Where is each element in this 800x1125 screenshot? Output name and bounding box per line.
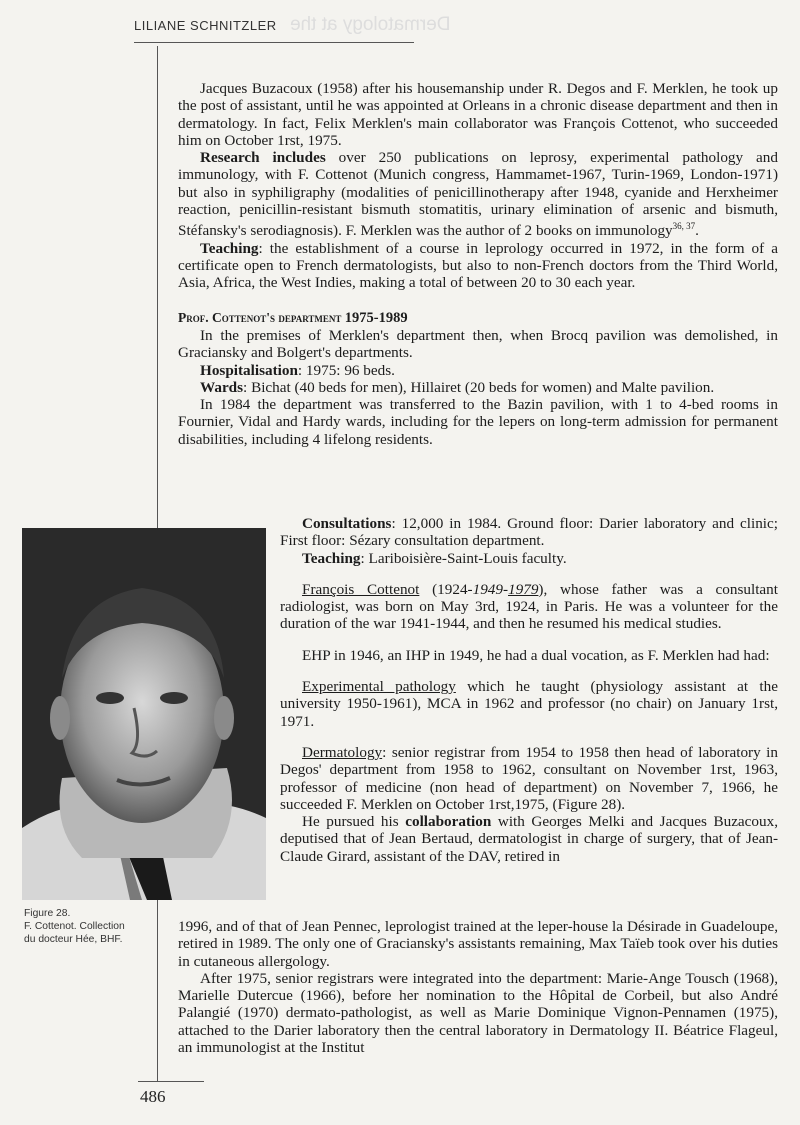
dermatology-label: Dermatology [302, 743, 383, 761]
paragraph-text: In the premises of Merklen's department then, when Brocq pavilion was demolished, in Graciansky and Bolgert's departments. [178, 326, 778, 362]
paragraph-buzacoux [178, 80, 778, 149]
paragraph-text: : Bichat (40 beds for men), Hillairet (20 beds for women) and Malte pavilion. [243, 378, 715, 396]
paragraph-faculty [280, 550, 778, 567]
section-years: 1975-1989 [344, 309, 408, 326]
paragraph-dermatology [280, 744, 778, 813]
paragraph-senior-registrars [178, 970, 778, 1056]
experimental-pathology-label: Experimental pathology [302, 678, 456, 696]
paragraph-text: He pursued his [302, 813, 406, 831]
paragraph-text: In 1984 the department was transferred to the Bazin pavilion, with 1 to 4-bed rooms in Fournier, Vidal and Hardy wards, including for the lepers on long-term admission for permanent disabilities, including 4 lifelong residents. [178, 396, 778, 448]
section-title: Prof. Cottenot's department [178, 309, 342, 325]
header-rule [134, 42, 414, 43]
research-label: Research includes [200, 149, 326, 167]
paragraph-text: . [695, 222, 699, 240]
bleed-through-header: Dermatology at the [290, 14, 451, 35]
date-text: (1924- [419, 580, 473, 598]
main-text-wrapped [280, 515, 778, 865]
paragraph-text: : Lariboisière-Saint-Louis faculty. [360, 549, 567, 567]
paragraph-wards [178, 379, 778, 396]
date-text: 1979 [508, 580, 539, 598]
paragraph-research [178, 149, 778, 240]
paragraph-text: After 1975, senior registrars were integrated into the department: Marie-Ange Tousch (1968), Marielle Dutercue (1966), before her nomination to the Hôpital de Corbeil, but also André Palangié (1970) dermato-pathologist, as well as Marie Dominique Vignon-Pennamen (1975), attached to the Darier laboratory then the central laboratory in Dermatology II. Béatrice Flageul, an immunologist at the Institut [178, 969, 778, 1057]
figure-number: Figure 28. [24, 908, 71, 919]
main-text-upper [178, 80, 778, 448]
collaboration-label: collaboration [405, 813, 492, 831]
hospitalisation-label: Hospitalisation [200, 361, 298, 379]
paragraph-teaching [178, 240, 778, 292]
paragraph-consultations [280, 515, 778, 550]
figure-caption [24, 907, 134, 946]
paragraph-text: with Georges Melki and Jacques Buzacoux, deputised that of Jean Bertaud, dermatologist in charge of surgery, that of Jean-Claude Girard, assistant of the DAV, retired in [280, 813, 778, 865]
person-name: François Cottenot [302, 580, 420, 598]
consultations-label: Consultations [302, 515, 392, 532]
teaching-label: Teaching [200, 239, 259, 257]
date-text: ) [538, 580, 544, 598]
portrait-photo [22, 528, 266, 900]
paragraph-text: EHP in 1946, an IHP in 1949, he had a dual vocation, as F. Merklen had had: [302, 646, 770, 664]
faculty-label: Teaching [302, 549, 361, 567]
section-heading [178, 309, 778, 327]
paragraph-experimental-pathology [280, 678, 778, 730]
paragraph-text: : 1975: 96 beds. [297, 361, 395, 379]
paragraph-collaboration [280, 813, 778, 865]
paragraph-text: : 12,000 in 1984. Ground floor: Darier laboratory and clinic; First floor: Sézary consultation department. [280, 515, 778, 550]
wards-label: Wards [200, 378, 244, 396]
paragraph-text: : senior registrar from 1954 to 1958 then head of laboratory in Degos' department from 1958 to 1962, consultant on November 1rst, 1963, professor of medicine (non head of department) on November 7, 1966, he succeeded F. Merklen on October 1rst,1975, (Figure 28). [280, 743, 778, 813]
paragraph-bazin [178, 396, 778, 448]
date-text: - [502, 580, 509, 598]
paragraph-text: 1996, and of that of Jean Pennec, leprologist trained at the leper-house la Désirade in Guadeloupe, retired in 1989. The only one of Graciansky's assistants remaining, Max Taïeb took over his duties in cutaneous allergology. [178, 918, 778, 970]
paragraph-vocation [280, 647, 778, 664]
portrait-illustration [22, 528, 266, 900]
page-number: 486 [140, 1087, 166, 1106]
figure-credit: F. Cottenot. Collection du docteur Hée, BHF. [24, 921, 125, 945]
paragraph-cottenot-bio [280, 581, 778, 633]
reference-superscript: 36, 37 [672, 221, 696, 232]
date-text: 1949 [472, 580, 503, 598]
paragraph-text: , whose father was a consultant radiologist, was born on May 3rd, 1924, in Paris. He was a volunteer for the duration of the war 1941-1944, and then he resumed his medical studies. [280, 580, 778, 633]
paragraph-text: over 250 publications on leprosy, experimental pathology and immunology, with F. Cottenot (Munich congress, Hammamet-1967, Turin-1969, London-1971) but also in syphiligraphy (modalities of penicillinotherapy after 1948, cyanide and Herxheimer reaction, penicillin-resistant bismuth stomatitis, urinary elimination of arsenic and bismuth, Stéfansky's serodiagnosis). F. Merklen was the author of 2 books on immunology [178, 149, 778, 240]
paragraph-hospitalisation [178, 362, 778, 379]
paragraph-text: which he taught (physiology assistant at the university 1950-1961), MCA in 1962 and professor (no chair) on January 1rst, 1971. [280, 678, 778, 730]
running-header-author: LILIANE SCHNITZLER [134, 18, 277, 33]
paragraph-text: Jacques Buzacoux (1958) after his housemanship under R. Degos and F. Merklen, he took up the post of assistant, until he was appointed at Orleans in a chronic disease department and then in dermatology. In fact, Felix Merklen's main collaborator was François Cottenot, who succeeded him on October 1rst, 1975. [178, 80, 778, 149]
footer-rule [138, 1081, 204, 1082]
paragraph-text: : the establishment of a course in leprology occurred in 1972, in the form of a certificate open to French dermatologists, but also to non-French doctors from the Third World, Asia, Africa, the West Indies, making a total of between 20 to 30 each year. [178, 239, 778, 292]
paragraph-premises [178, 327, 778, 362]
main-text-lower [178, 918, 778, 1056]
paragraph-collaboration-continued [178, 918, 778, 970]
